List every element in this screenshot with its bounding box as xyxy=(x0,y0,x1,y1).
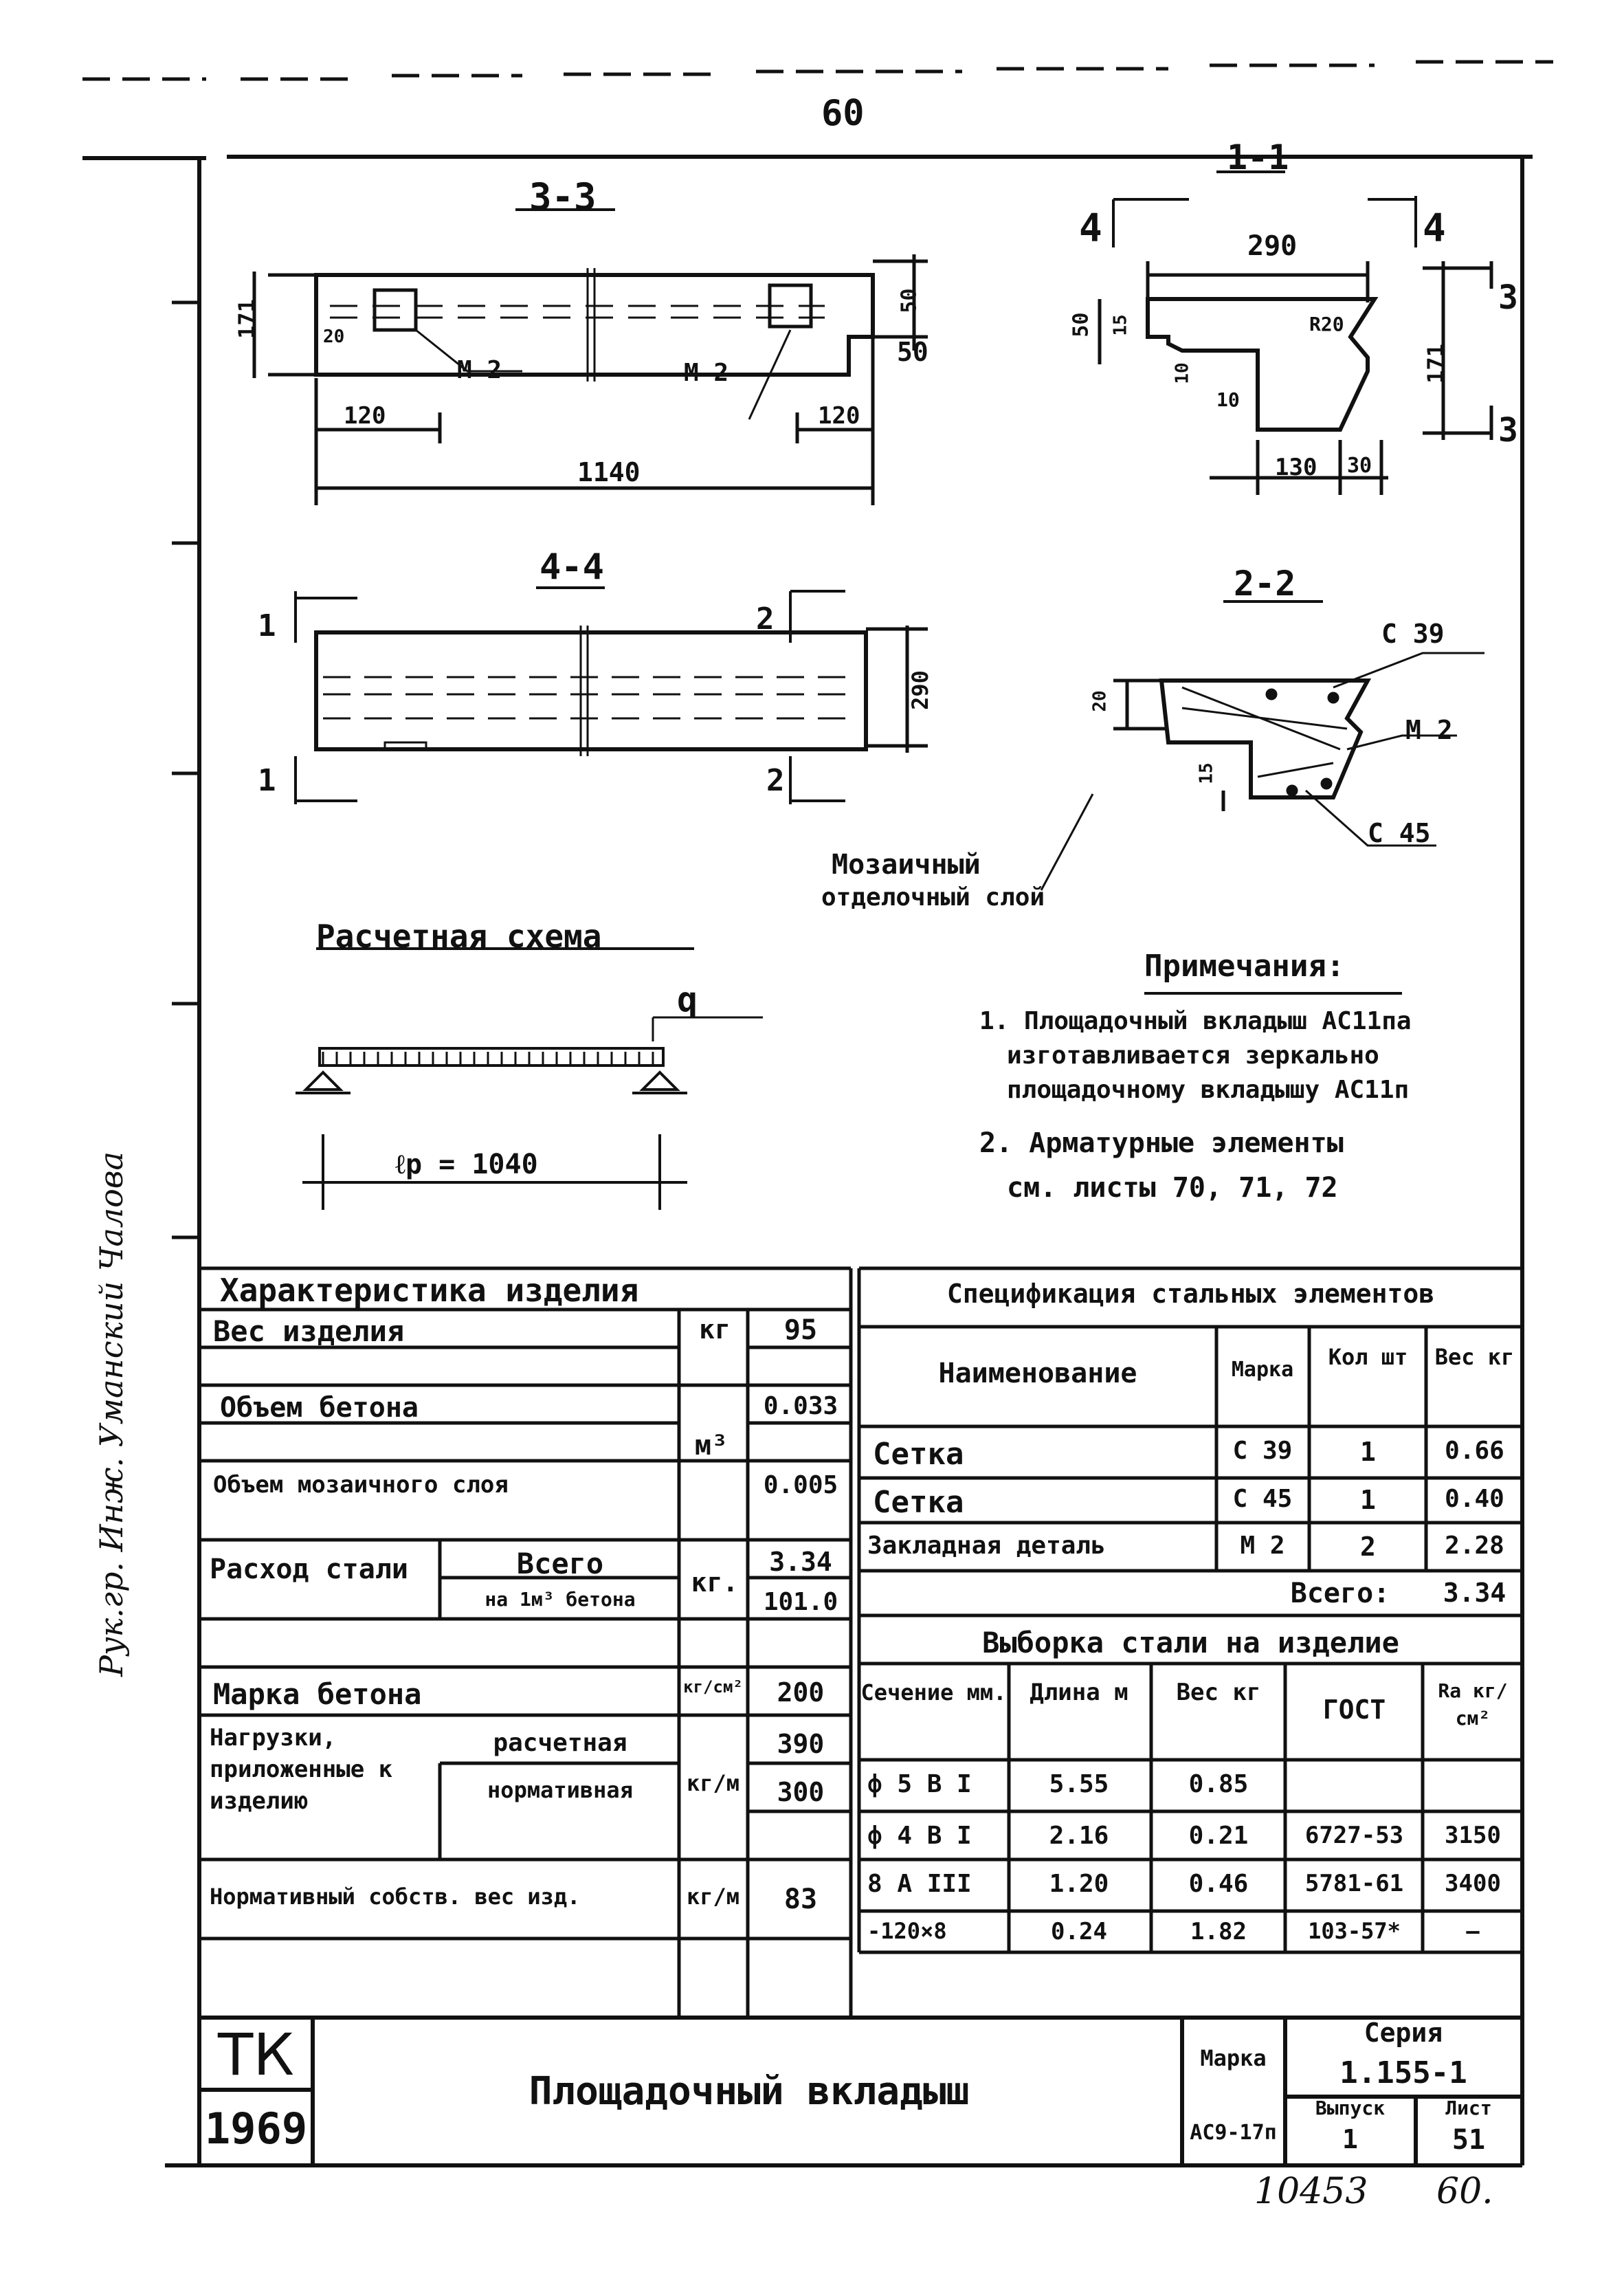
steel-unit: кг. xyxy=(691,1567,739,1598)
mark-1-bottom: 1 xyxy=(258,763,276,798)
selection-row-4-ra: — xyxy=(1466,1918,1480,1944)
section-3-3-label: 3-3 xyxy=(529,175,597,219)
mosaic-volume-value: 0.005 xyxy=(763,1471,838,1499)
weight-unit: кг xyxy=(699,1314,731,1345)
dim-120-left: 120 xyxy=(344,402,386,430)
spec-total-value: 3.34 xyxy=(1443,1578,1506,1608)
selection-row-2-weight: 0.21 xyxy=(1188,1822,1249,1850)
selection-row-3-weight: 0.46 xyxy=(1188,1870,1249,1898)
dim-20-section: 20 xyxy=(1089,690,1111,712)
section-4-4-drawing xyxy=(296,588,928,804)
dim-10-b: 10 xyxy=(1216,388,1240,411)
concrete-grade-value: 200 xyxy=(777,1677,825,1708)
dim-50-section: 50 xyxy=(1069,312,1093,338)
scheme-span: ℓр = 1040 xyxy=(395,1149,538,1180)
concrete-grade-unit: кг/см² xyxy=(683,1677,743,1697)
loads-design-value: 390 xyxy=(777,1729,825,1759)
selection-row-2-ra: 3150 xyxy=(1445,1822,1501,1849)
loads-label: Нагрузки, приложенные к изделию xyxy=(210,1724,393,1815)
loads-unit: кг/м xyxy=(686,1770,740,1796)
dim-171-left: 171 xyxy=(233,299,260,339)
selection-row-3-section: 8 А III xyxy=(867,1870,972,1898)
title-block-series-label: Серия xyxy=(1364,2018,1443,2048)
steel-per-value: 101.0 xyxy=(763,1588,838,1616)
mark-2-top: 2 xyxy=(756,601,775,637)
weight-value: 95 xyxy=(783,1314,818,1346)
characteristics-title: Характеристика изделия xyxy=(220,1272,639,1309)
spec-header-weight: Вес кг xyxy=(1434,1344,1515,1370)
page-number-top: 60 xyxy=(821,93,865,134)
spec-header-name: Наименование xyxy=(938,1358,1137,1389)
selection-header-weight: Вес кг xyxy=(1176,1679,1261,1706)
spec-row-1-mark: С 39 xyxy=(1232,1437,1293,1465)
dim-10-a: 10 xyxy=(1172,362,1193,384)
title-block-name: Площадочный вкладыш xyxy=(529,2069,970,2114)
title-block-mark: АС9-17п xyxy=(1190,2121,1277,2145)
selection-row-3-gost: 5781-61 xyxy=(1304,1870,1404,1897)
selection-row-2-section: ф 4 В I xyxy=(867,1822,972,1850)
section-2-2-label: 2-2 xyxy=(1234,564,1296,604)
spec-header-mark: Марка xyxy=(1231,1358,1294,1382)
cut-mark-4-right: 4 xyxy=(1423,206,1446,251)
note-line-3: площадочному вкладышу АС11п xyxy=(1007,1076,1410,1104)
leader-note-line1: Мозаичный xyxy=(832,849,981,881)
steel-per-label: на 1м³ бетона xyxy=(485,1588,636,1611)
cut-mark-4-left: 4 xyxy=(1079,206,1102,251)
callout-c45: С 45 xyxy=(1368,818,1431,848)
concrete-volume-unit: м³ xyxy=(694,1430,728,1461)
callout-c39: С 39 xyxy=(1381,619,1445,649)
self-weight-label: Нормативный собств. вес изд. xyxy=(210,1884,581,1910)
title-block-issue: 1 xyxy=(1342,2124,1358,2154)
selection-row-4-gost: 103-57* xyxy=(1308,1918,1401,1944)
concrete-volume-label: Объем бетона xyxy=(220,1392,419,1424)
spec-row-1-weight: 0.66 xyxy=(1445,1437,1504,1465)
spec-row-2-qty: 1 xyxy=(1360,1485,1376,1515)
spec-total-label: Всего: xyxy=(1290,1578,1390,1609)
selection-header-ra: Ra кг/см² xyxy=(1438,1679,1508,1730)
callout-m2: М 2 xyxy=(1405,715,1453,745)
spec-row-3-name: Закладная деталь xyxy=(867,1532,1106,1560)
dim-171-right: 171 xyxy=(1422,344,1449,384)
scheme-title: Расчетная схема xyxy=(316,918,602,955)
mark-1-top: 1 xyxy=(258,608,276,643)
selection-row-2-gost: 6727-53 xyxy=(1304,1822,1404,1849)
note-line-2: изготавливается зеркально xyxy=(1007,1041,1379,1070)
side-mark-3-bottom: 3 xyxy=(1498,411,1518,450)
concrete-grade-label: Марка бетона xyxy=(213,1677,422,1711)
spec-header-qty: Кол шт xyxy=(1328,1344,1408,1370)
spec-row-3-mark: М 2 xyxy=(1240,1532,1285,1560)
scheme-load: q xyxy=(677,980,698,1019)
mark-2-bottom: 2 xyxy=(766,763,785,798)
steel-total-value: 3.34 xyxy=(769,1547,832,1577)
title-block-series: 1.155-1 xyxy=(1339,2055,1467,2090)
title-block-sheet: 51 xyxy=(1451,2124,1486,2156)
title-block-issue-label: Выпуск xyxy=(1315,2097,1386,2119)
section-4-4-label: 4-4 xyxy=(540,547,604,588)
dim-130: 130 xyxy=(1275,454,1317,481)
dim-20: 20 xyxy=(323,327,345,347)
dim-290: 290 xyxy=(1247,230,1298,262)
selection-row-1-length: 5.55 xyxy=(1049,1770,1109,1798)
side-mark-3-top: 3 xyxy=(1498,278,1518,317)
concrete-volume-value: 0.033 xyxy=(763,1392,838,1420)
note-line-5: см. листы 70, 71, 72 xyxy=(1007,1172,1338,1204)
spec-row-3-weight: 2.28 xyxy=(1445,1532,1504,1560)
spec-row-2-mark: С 45 xyxy=(1232,1485,1293,1513)
selection-row-3-ra: 3400 xyxy=(1445,1870,1501,1897)
dim-50-top: 50 xyxy=(897,288,922,313)
selection-header-length: Длина м xyxy=(1030,1679,1128,1706)
weight-label: Вес изделия xyxy=(213,1314,405,1348)
steel-label: Расход стали xyxy=(210,1554,408,1585)
selection-header-gost: ГОСТ xyxy=(1322,1695,1386,1725)
self-weight-unit: кг/м xyxy=(686,1884,740,1910)
notes-title: Примечания: xyxy=(1144,949,1345,984)
section-1-1-label: 1-1 xyxy=(1227,137,1289,177)
dim-15-section: 15 xyxy=(1110,314,1131,336)
loads-normative-value: 300 xyxy=(777,1777,825,1807)
side-stamp: Рук.гр. Инж. Уманский Чалова xyxy=(93,1151,130,1677)
title-block-sheet-label: Лист xyxy=(1445,2097,1492,2119)
spec-row-1-name: Сетка xyxy=(873,1437,964,1472)
dim-30: 30 xyxy=(1347,454,1372,478)
spec-row-3-qty: 2 xyxy=(1360,1532,1376,1562)
leader-note-line2: отделочный слой xyxy=(821,883,1045,912)
selection-row-1-weight: 0.85 xyxy=(1188,1770,1249,1798)
steel-total-label: Всего xyxy=(516,1547,604,1580)
mark-m2-right: M 2 xyxy=(684,359,729,387)
note-line-1: 1. Площадочный вкладыш АС11па xyxy=(979,1007,1412,1035)
dim-120-right: 120 xyxy=(818,402,860,430)
selection-title: Выборка стали на изделие xyxy=(982,1626,1399,1659)
radius-r20: R20 xyxy=(1309,313,1344,335)
spec-row-2-name: Сетка xyxy=(873,1485,964,1520)
self-weight-value: 83 xyxy=(783,1884,818,1915)
dim-15-lower: 15 xyxy=(1196,762,1217,784)
spec-row-1-qty: 1 xyxy=(1360,1437,1376,1467)
selection-row-4-length: 0.24 xyxy=(1051,1918,1107,1945)
loads-normative-label: нормативная xyxy=(487,1777,633,1803)
selection-row-4-section: -120×8 xyxy=(867,1918,947,1944)
mosaic-volume-label: Объем мозаичного слоя xyxy=(213,1471,509,1499)
dim-50-right: 50 xyxy=(897,337,928,367)
selection-row-2-length: 2.16 xyxy=(1049,1822,1109,1850)
spec-row-2-weight: 0.40 xyxy=(1445,1485,1504,1513)
selection-row-4-weight: 1.82 xyxy=(1190,1918,1247,1945)
selection-header-section: Сечение мм. xyxy=(860,1679,1007,1706)
selection-row-1-section: ф 5 В I xyxy=(867,1770,972,1798)
footer-page: 60. xyxy=(1436,2171,1493,2212)
title-block-org: ТК xyxy=(218,2021,294,2088)
title-block-year: 1969 xyxy=(204,2104,308,2154)
title-block-mark-label: Марка xyxy=(1200,2045,1267,2071)
note-line-4: 2. Арматурные элементы xyxy=(979,1127,1344,1159)
mark-m2-left: M 2 xyxy=(457,356,502,384)
footer-number: 10453 xyxy=(1254,2171,1368,2212)
selection-row-3-length: 1.20 xyxy=(1049,1870,1109,1898)
dim-290-vertical: 290 xyxy=(906,670,933,710)
loads-design-label: расчетная xyxy=(493,1729,627,1757)
spec-title: Спецификация стальных элементов xyxy=(946,1279,1435,1309)
dim-1140: 1140 xyxy=(577,457,641,487)
